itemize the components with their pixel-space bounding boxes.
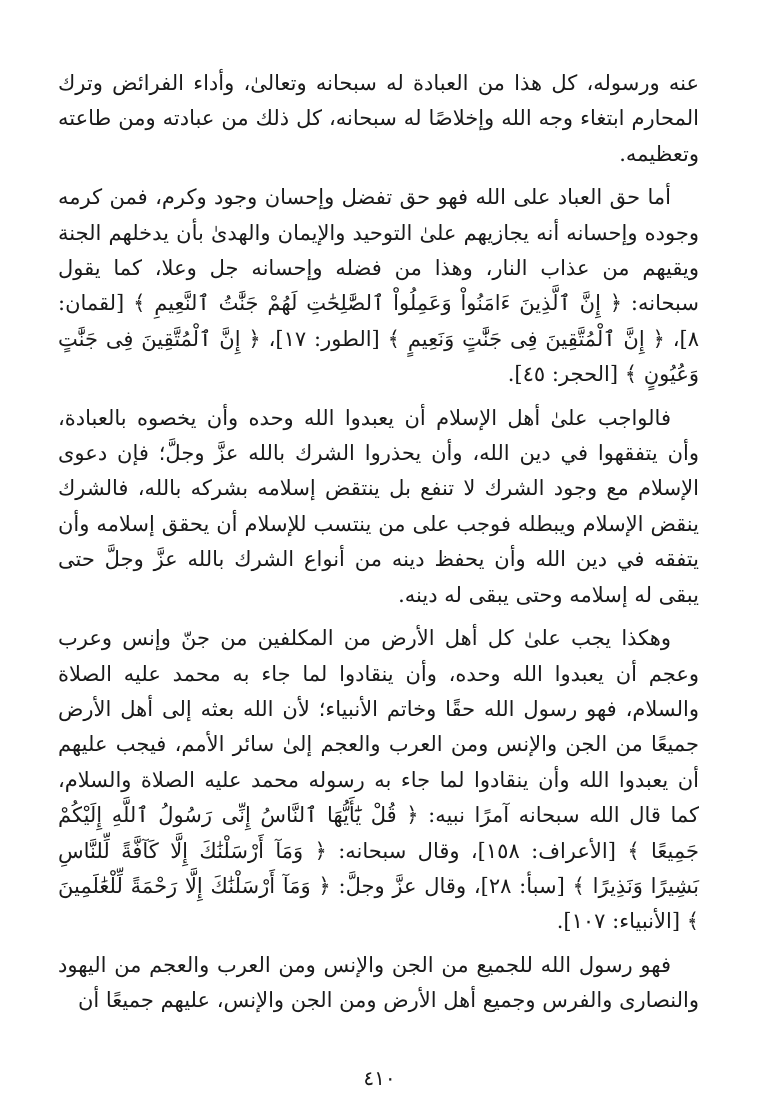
body-text: [58, 66, 699, 1019]
paragraph-5: فهو رسول الله للجميع من الجن والإنس ومن العرب والعجم من اليهود والنصارى والفرس وجميع أهل الأرض ومن الجن والإنس، عليهم جميعًا أن: [58, 952, 699, 1013]
paragraph-4: وهكذا يجب علىٰ كل أهل الأرض من المكلفين من جنّ وإنس وعرب وعجم أن يعبدوا الله وحده، وأن ينقادوا لما جاء به محمد عليه الصلاة والسلام، فهو رسول الله حقًا وخاتم الأنبياء؛ لأن الله بعثه إلى أهل الأرض جميعًا من الجن والإنس ومن العرب والعجم إلىٰ سائر الأمم، فيجب عليهم أن يعبدوا الله وأن ينقادوا لما جاء به رسوله محمد عليه الصلاة والسلام، كما قال الله سبحانه آمرًا نبيه: ﴿ قُلْ يَٰٓأَيُّهَا ٱلنَّاسُ إِنِّى رَسُولُ ٱللَّهِ إِلَيْكُمْ جَمِيعًا ﴾ [الأعراف: ١٥٨]، وقال سبحانه: ﴿ وَمَآ أَرْسَلْنَٰكَ إِلَّا كَآفَّةً لِّلنَّاسِ بَشِيرًا وَنَذِيرًا ﴾ [سبأ: ٢٨]، وقال عزَّ وجلَّ: ﴿ وَمَآ أَرْسَلْنَٰكَ إِلَّا رَحْمَةً لِّلْعَٰلَمِينَ ﴾ [الأنبياء: ١٠٧].: [58, 626, 700, 934]
paragraph-3: فالواجب علىٰ أهل الإسلام أن يعبدوا الله وحده وأن يخصوه بالعبادة، وأن يتفقهوا في دين الله، وأن يحذروا الشرك بالله عزَّ وجلَّ؛ فإن دعوى الإسلام مع وجود الشرك لا تنفع بل ينتقض إسلامه بشركه بالله، فالشرك ينقض الإسلام ويبطله فوجب على من ينتسب للإسلام أن يحقق إسلامه وأن يتفقه في دين الله وأن يحفظ دينه من أنواع الشرك بالله عزَّ وجلَّ حتى يبقى له إسلامه وحتى يبقى له دينه.: [58, 405, 699, 607]
paragraph-1: عنه ورسوله، كل هذا من العبادة له سبحانه وتعالىٰ، وأداء الفرائض وترك المحارم ابتغاء وجه الله وإخلاصًا له سبحانه، كل ذلك من عبادته ومن طاعته وتعظيمه.: [58, 71, 699, 166]
page-number: ٤١٠: [363, 1066, 396, 1090]
paragraph-2: أما حق العباد على الله فهو حق تفضل وإحسان وجود وكرم، فمن كرمه وجوده وإحسانه أنه يجازيهم علىٰ التوحيد والإيمان والهدىٰ بأن يدخلهم الجنة ويقيهم من عذاب النار، وهذا من فضله وإحسانه جل وعلا، كما يقول سبحانه: ﴿ إِنَّ ٱلَّذِينَ ءَامَنُواْ وَعَمِلُواْ ٱلصَّٰلِحَٰتِ لَهُمْ جَنَّٰتُ ٱلنَّعِيمِ ﴾ [لقمان: ٨]، ﴿ إِنَّ ٱلْمُتَّقِينَ فِى جَنَّٰتٍ وَنَعِيمٍ ﴾ [الطور: ١٧]، ﴿ إِنَّ ٱلْمُتَّقِينَ فِى جَنَّٰتٍ وَعُيُونٍ ﴾ [الحجر: ٤٥].: [58, 185, 699, 387]
